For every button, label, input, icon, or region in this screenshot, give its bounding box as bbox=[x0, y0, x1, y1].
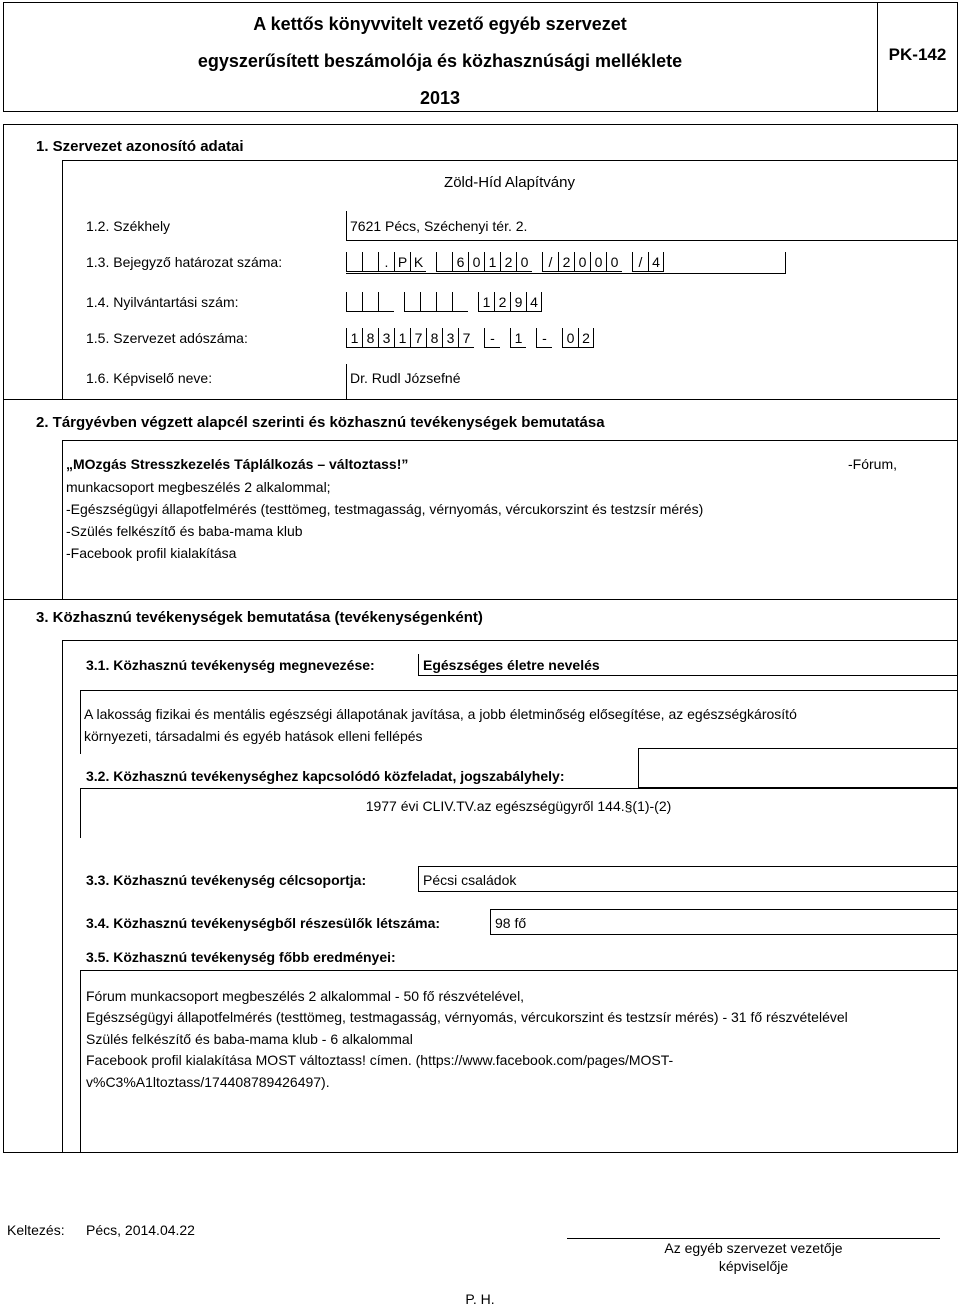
date-value: Pécs, 2014.04.22 bbox=[86, 1222, 195, 1238]
digit-cell: 0 bbox=[574, 252, 590, 272]
digit-cell bbox=[378, 292, 394, 312]
digit-cell: 2 bbox=[500, 252, 516, 272]
digit-cell: 1 bbox=[510, 328, 526, 348]
results-line2: Egészségügyi állapotfelmérés (testtömeg, testmagasság, vérnyomás, vércukorszint és testzsír mérés) - 31 fő részvételével bbox=[86, 1009, 848, 1025]
section2-line5: -Facebook profil kialakítása bbox=[66, 545, 237, 561]
digit-cell bbox=[436, 292, 452, 312]
form-code: PK-142 bbox=[888, 45, 947, 64]
digit-cell: 1 bbox=[394, 328, 410, 348]
digit-cell bbox=[436, 252, 452, 272]
section3-title: 3. Közhasznú tevékenységek bemutatása (tevékenységenként) bbox=[36, 609, 483, 626]
digit-cell: 4 bbox=[526, 292, 542, 312]
s32-field-right bbox=[638, 748, 957, 788]
tax-label: 1.5. Szervezet adószáma: bbox=[86, 330, 248, 346]
digit-cell: 0 bbox=[516, 252, 532, 272]
section2-line4: -Szülés felkészítő és baba-mama klub bbox=[66, 523, 303, 539]
s34-field bbox=[490, 909, 957, 935]
digit-cell: 1 bbox=[346, 328, 362, 348]
reg-label: 1.3. Bejegyző határozat száma: bbox=[86, 254, 283, 270]
section1-title: 1. Szervezet azonosító adatai bbox=[36, 138, 244, 155]
digit-cell: 4 bbox=[648, 252, 664, 272]
seat-value: 7621 Pécs, Széchenyi tér. 2. bbox=[350, 218, 528, 234]
tax-number-cells bbox=[346, 328, 594, 348]
s33-label: 3.3. Közhasznú tevékenység célcsoportja: bbox=[86, 872, 367, 888]
s32-label: 3.2. Közhasznú tevékenységhez kapcsolódó közfeladat, jogszabályhely: bbox=[86, 768, 565, 784]
section2-forum: -Fórum, bbox=[848, 456, 897, 472]
section2-title: 2. Tárgyévben végzett alapcél szerinti és közhasznú tevékenységek bemutatása bbox=[36, 414, 605, 431]
digit-cell: 8 bbox=[362, 328, 378, 348]
digit-cell bbox=[346, 252, 362, 272]
desc-line1: A lakosság fizikai és mentális egészségi állapotának javítása, a jobb életminőség elősegítése, az egészségkárosító bbox=[84, 706, 797, 722]
digit-cell bbox=[362, 252, 378, 272]
digit-cell: 8 bbox=[426, 328, 442, 348]
digit-cell bbox=[362, 292, 378, 312]
seat-label: 1.2. Székhely bbox=[86, 218, 171, 234]
header-title-line2: egyszerűsített beszámolója és közhasznúsági melléklete bbox=[197, 51, 683, 71]
section2-line2: munkacsoport megbeszélés 2 alkalommal; bbox=[66, 479, 331, 495]
digit-cell: . bbox=[378, 252, 394, 272]
section2-motto: „MOzgás Stresszkezelés Táplálkozás – változtass!” bbox=[66, 456, 409, 472]
digit-cell: 7 bbox=[458, 328, 474, 348]
stamp-placeholder: P. H. bbox=[465, 1291, 495, 1307]
digit-cell: / bbox=[632, 252, 648, 272]
digit-cell: 6 bbox=[452, 252, 468, 272]
digit-cell: 2 bbox=[558, 252, 574, 272]
digit-cell: 0 bbox=[562, 328, 578, 348]
rep-value: Dr. Rudl Józsefné bbox=[350, 370, 461, 386]
rep-label: 1.6. Képviselő neve: bbox=[86, 370, 213, 386]
s34-label: 3.4. Közhasznú tevékenységből részesülők létszáma: bbox=[86, 915, 441, 931]
digit-cell: 0 bbox=[590, 252, 606, 272]
reg-number-cells bbox=[346, 252, 664, 272]
digit-cell: 1 bbox=[478, 292, 494, 312]
nyilv-label: 1.4. Nyilvántartási szám: bbox=[86, 294, 239, 310]
digit-cell bbox=[420, 292, 436, 312]
results-line5: v%C3%A1ltoztass/174408789426497). bbox=[86, 1074, 330, 1090]
results-line1: Fórum munkacsoport megbeszélés 2 alkalommal - 50 fő részvételével, bbox=[86, 988, 525, 1004]
digit-cell: P bbox=[394, 252, 410, 272]
results-line3: Szülés felkészítő és baba-mama klub - 6 alkalommal bbox=[86, 1031, 413, 1047]
digit-cell: - bbox=[484, 328, 500, 348]
digit-cell: 0 bbox=[606, 252, 622, 272]
digit-cell bbox=[346, 292, 362, 312]
digit-cell: 7 bbox=[410, 328, 426, 348]
section2-line3: -Egészségügyi állapotfelmérés (testtömeg, testmagasság, vérnyomás, vércukorszint és testzsír mérés) bbox=[66, 501, 704, 517]
s32-value: 1977 évi CLIV.TV.az egészségügyről 144.§(1)-(2) bbox=[365, 798, 672, 814]
header-year: 2013 bbox=[419, 88, 461, 108]
digit-cell bbox=[404, 292, 420, 312]
header-title-line1: A kettős könyvvitelt vezető egyéb szervezet bbox=[253, 14, 627, 34]
results-line4: Facebook profil kialakítása MOST változtass! címen. (https://www.facebook.com/pages/MOST- bbox=[86, 1052, 674, 1068]
s35-label: 3.5. Közhasznú tevékenység főbb eredményei: bbox=[86, 949, 396, 965]
digit-cell: 1 bbox=[484, 252, 500, 272]
nyilv-number-cells bbox=[346, 292, 542, 312]
desc-line2: környezeti, társadalmi és egyéb hatások elleni fellépés bbox=[84, 728, 423, 744]
signer-line2: képviselője bbox=[718, 1258, 789, 1274]
s31-label: 3.1. Közhasznú tevékenység megnevezése: bbox=[86, 657, 375, 673]
digit-cell bbox=[452, 292, 468, 312]
desc-box bbox=[80, 690, 957, 754]
signer-line1: Az egyéb szervezet vezetője bbox=[664, 1240, 843, 1256]
digit-cell: K bbox=[410, 252, 426, 272]
digit-cell: 9 bbox=[510, 292, 526, 312]
digit-cell: 2 bbox=[494, 292, 510, 312]
s34-value: 98 fő bbox=[495, 915, 527, 931]
digit-cell: 0 bbox=[468, 252, 484, 272]
digit-cell: 3 bbox=[442, 328, 458, 348]
date-label: Keltezés: bbox=[7, 1222, 65, 1238]
digit-cell: / bbox=[542, 252, 558, 272]
digit-cell: 3 bbox=[378, 328, 394, 348]
s31-value: Egészséges életre nevelés bbox=[423, 657, 600, 673]
digit-cell: - bbox=[536, 328, 552, 348]
digit-cell: 2 bbox=[578, 328, 594, 348]
org-name: Zöld-Híd Alapítvány bbox=[444, 174, 575, 191]
signature-line bbox=[567, 1238, 940, 1239]
s33-value: Pécsi családok bbox=[423, 872, 517, 888]
